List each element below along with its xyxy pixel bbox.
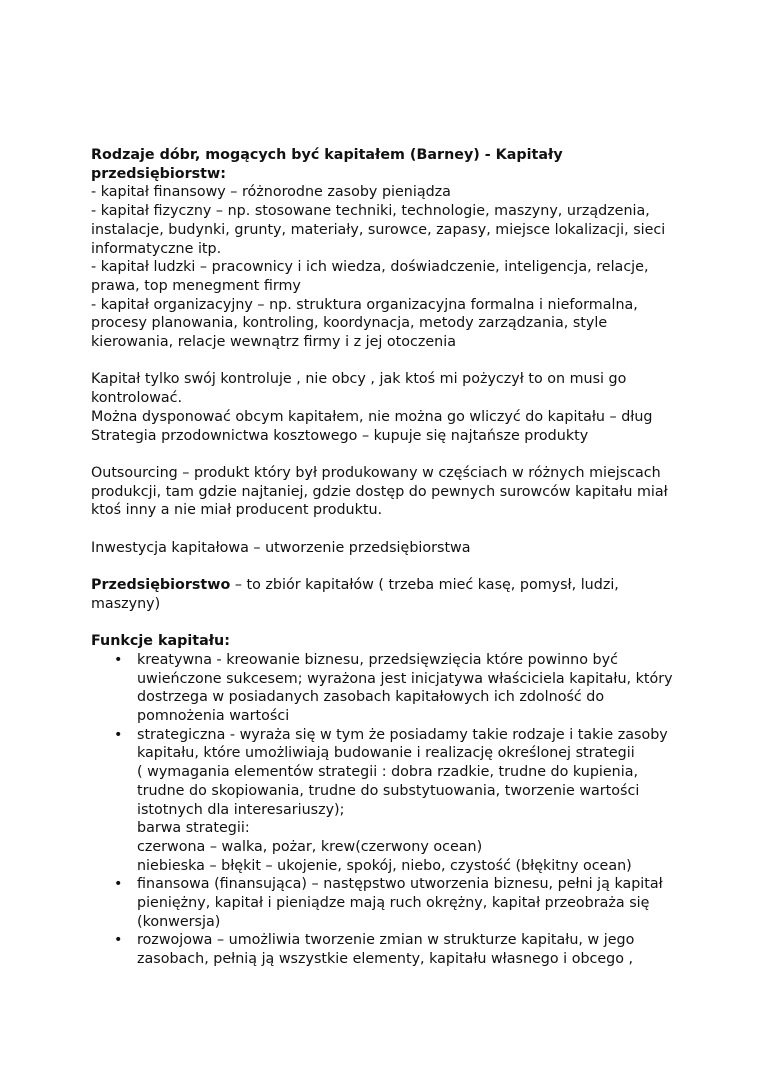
paragraph-gap bbox=[91, 352, 691, 371]
text-line: kapitału, które umożliwiają budowanie i realizację określonej strategii bbox=[137, 745, 635, 762]
text-line: - kapitał ludzki – pracownicy i ich wiedza, doświadczenie, inteligencja, relacje, bbox=[91, 259, 649, 276]
text-line: instalacje, budynki, grunty, materiały, surowce, zapasy, miejsce lokalizacji, sieci bbox=[91, 221, 666, 238]
text-line: - kapitał fizyczny – np. stosowane techniki, technologie, maszyny, urządzenia, bbox=[91, 203, 650, 220]
text-line: pieniężny, kapitał i pieniądze mają ruch okrężny, kapitał przeobraża się bbox=[137, 895, 650, 912]
list-item bbox=[91, 651, 691, 726]
text-line: uwieńczone sukcesem; wyrażona jest inicjatywa właściciela kapitału, który bbox=[137, 670, 673, 687]
capital-types-list bbox=[91, 183, 691, 351]
text-line: Można dysponować obcym kapitałem, nie można go wliczyć do kapitału – dług bbox=[91, 408, 653, 425]
list-item bbox=[91, 931, 691, 968]
text-line: pomnożenia wartości bbox=[137, 708, 290, 725]
text-line: Outsourcing – produkt który był produkowany w częściach w różnych miejscach bbox=[91, 464, 661, 481]
text-line: Kapitał tylko swój kontroluje , nie obcy , jak ktoś mi pożyczył to on musi go bbox=[91, 371, 627, 388]
text-line: trudne do skopiowania, trudne do substytuowania, tworzenie wartości bbox=[137, 782, 640, 799]
text-line: informatyczne itp. bbox=[91, 240, 222, 257]
text-line: - kapitał organizacyjny – np. struktura organizacyjna formalna i nieformalna, bbox=[91, 296, 638, 313]
text-line: niebieska – błękit – ukojenie, spokój, niebo, czystość (błękitny ocean) bbox=[137, 857, 632, 874]
text-line: istotnych dla interesariuszy); bbox=[137, 801, 345, 818]
text-line: (konwersja) bbox=[137, 913, 221, 930]
bullet-icon: • bbox=[114, 876, 123, 893]
text-line: barwa strategii: bbox=[137, 820, 250, 837]
text-line: czerwona – walka, pożar, krew(czerwony ocean) bbox=[137, 838, 483, 855]
paragraph-gap bbox=[91, 445, 691, 464]
bullet-icon: • bbox=[114, 726, 123, 743]
bullet-icon: • bbox=[114, 651, 123, 668]
outsourcing-paragraph bbox=[91, 464, 691, 520]
text-line: ktoś inny a nie miał producent produktu. bbox=[91, 502, 383, 519]
text-line: - kapitał finansowy – różnorodne zasoby pieniądza bbox=[91, 184, 451, 201]
enterprise-term: Przedsiębiorstwo bbox=[91, 577, 231, 594]
text-line: kreatywna - kreowanie biznesu, przedsięwzięcia które powinno być bbox=[137, 651, 618, 668]
text-line: rozwojowa – umożliwia tworzenie zmian w strukturze kapitału, w jego bbox=[137, 932, 635, 949]
text-line: kontrolować. bbox=[91, 390, 183, 407]
text-line bbox=[91, 576, 691, 595]
paragraph-gap bbox=[91, 557, 691, 576]
heading-line: Rodzaje dóbr, mogących być kapitałem (Barney) - Kapitały bbox=[91, 147, 563, 163]
text-line: finansowa (finansująca) – następstwo utworzenia biznesu, pełni ją kapitał bbox=[137, 876, 663, 893]
enterprise-definition bbox=[91, 576, 691, 613]
text-line: procesy planowania, kontroling, koordynacja, metody zarządzania, style bbox=[91, 315, 608, 332]
heading-line: przedsiębiorstw: bbox=[91, 165, 226, 182]
heading bbox=[91, 146, 691, 183]
text-line: produkcji, tam gdzie najtaniej, gdzie dostęp do pewnych surowców kapitału miał bbox=[91, 483, 668, 500]
functions-heading: Funkcje kapitału: bbox=[91, 633, 230, 650]
bullet-icon: • bbox=[114, 932, 123, 949]
paragraph-gap bbox=[91, 614, 691, 633]
control-paragraph bbox=[91, 370, 691, 445]
text-line: kierowania, relacje wewnątrz firmy i z jej otoczenia bbox=[91, 334, 456, 351]
text-line: zasobach, pełnią ją wszystkie elementy, kapitału własnego i obcego , bbox=[137, 951, 634, 968]
enterprise-definition-text: – to zbiór kapitałów ( trzeba mieć kasę, pomysł, ludzi, bbox=[230, 577, 619, 594]
list-item bbox=[91, 726, 691, 876]
text-line: dostrzega w posiadanych zasobach kapitałowych ich zdolność do bbox=[137, 689, 605, 706]
list-item bbox=[91, 875, 691, 931]
text-line: ( wymagania elementów strategii : dobra rzadkie, trudne do kupienia, bbox=[137, 764, 639, 781]
text-line: Strategia przodownictwa kosztowego – kupuje się najtańsze produkty bbox=[91, 427, 589, 444]
functions-list bbox=[91, 651, 691, 969]
document-page bbox=[91, 146, 691, 969]
paragraph-gap bbox=[91, 520, 691, 539]
text-line: prawa, top menegment firmy bbox=[91, 277, 301, 294]
investment-line: Inwestycja kapitałowa – utworzenie przedsiębiorstwa bbox=[91, 539, 471, 556]
text-line: maszyny) bbox=[91, 595, 161, 612]
text-line: strategiczna - wyraża się w tym że posiadamy takie rodzaje i takie zasoby bbox=[137, 726, 668, 743]
